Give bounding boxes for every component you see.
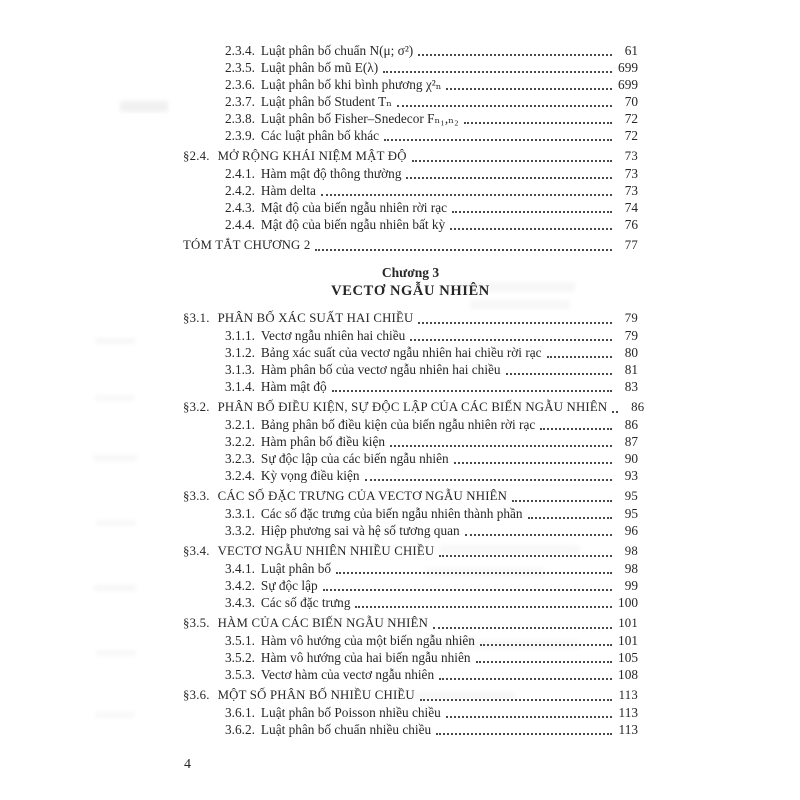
dot-leader bbox=[384, 139, 612, 141]
entry-label: Hàm phân bố điều kiện bbox=[260, 434, 385, 449]
dot-leader bbox=[323, 589, 612, 591]
entry-page: 113 bbox=[618, 688, 638, 702]
entry-page: 99 bbox=[624, 578, 638, 593]
entry-number: 3.4.2. bbox=[225, 578, 255, 593]
entry-label: Luật phân bố mũ E(λ) bbox=[260, 60, 379, 75]
entry-page: 113 bbox=[618, 705, 638, 720]
toc-entry bbox=[183, 110, 638, 127]
bleed-through-smudge bbox=[95, 712, 135, 718]
entry-page: 95 bbox=[624, 489, 638, 503]
entry-number: 2.4.1. bbox=[225, 166, 255, 181]
entry-page: 96 bbox=[624, 523, 638, 538]
bleed-through-smudge bbox=[96, 650, 136, 656]
entry-page: 86 bbox=[624, 417, 638, 432]
entry-label: Luật phân bố Poisson nhiều chiều bbox=[260, 705, 441, 720]
toc-entry bbox=[183, 687, 638, 704]
entry-page: 72 bbox=[624, 111, 638, 126]
toc-content bbox=[183, 42, 645, 738]
bleed-through-smudge bbox=[93, 455, 137, 461]
entry-page: 74 bbox=[624, 200, 638, 215]
entry-number: §3.5. bbox=[183, 616, 210, 630]
dot-leader bbox=[315, 249, 612, 251]
page-number: 4 bbox=[184, 757, 191, 772]
entry-number: 3.5.2. bbox=[225, 650, 255, 665]
entry-label: Vectơ ngẫu nhiên hai chiều bbox=[260, 328, 406, 343]
entry-number: 2.3.7. bbox=[225, 94, 255, 109]
dot-leader bbox=[412, 160, 612, 162]
entry-label: Luật phân bố Student Tₙ bbox=[260, 94, 392, 109]
chapter-heading bbox=[183, 264, 638, 301]
entry-number: 3.1.4. bbox=[225, 379, 255, 394]
entry-number: 3.4.1. bbox=[225, 561, 255, 576]
toc-entry bbox=[183, 182, 638, 199]
entry-page: 98 bbox=[624, 561, 638, 576]
entry-page: 101 bbox=[618, 616, 638, 630]
toc-entry bbox=[183, 76, 638, 93]
bleed-through-smudge bbox=[120, 101, 168, 112]
entry-page: 77 bbox=[624, 238, 638, 252]
entry-page: 113 bbox=[618, 722, 638, 737]
toc-entry bbox=[183, 165, 638, 182]
entry-number: §3.4. bbox=[183, 544, 210, 558]
toc-entry bbox=[183, 577, 638, 594]
entry-label: TÓM TẮT CHƯƠNG 2 bbox=[183, 238, 311, 252]
entry-page: 76 bbox=[624, 217, 638, 232]
entry-page: 699 bbox=[618, 60, 638, 75]
entry-label: Hàm mật độ bbox=[260, 379, 327, 394]
dot-leader bbox=[612, 411, 618, 413]
bleed-through-smudge bbox=[95, 338, 135, 344]
dot-leader bbox=[355, 606, 612, 608]
entry-page: 100 bbox=[618, 595, 638, 610]
entry-label: MỞ RỘNG KHÁI NIỆM MẬT ĐỘ bbox=[217, 149, 407, 163]
entry-number: 2.4.2. bbox=[225, 183, 255, 198]
dot-leader bbox=[332, 390, 612, 392]
toc-entry bbox=[183, 433, 638, 450]
entry-label: Hiệp phương sai và hệ số tương quan bbox=[260, 523, 460, 538]
entry-label: Luật phân bố Fisher–Snedecor Fₙ₁,ₙ₂ bbox=[260, 111, 459, 126]
toc-entry bbox=[183, 416, 638, 433]
entry-page: 70 bbox=[624, 94, 638, 109]
dot-leader bbox=[452, 211, 612, 213]
bleed-through-smudge bbox=[95, 395, 135, 401]
entry-label: Hàm vô hướng của một biến ngẫu nhiên bbox=[260, 633, 475, 648]
toc-entry bbox=[183, 522, 638, 539]
entry-page: 72 bbox=[624, 128, 638, 143]
entry-label: Các số đặc trưng của biến ngẫu nhiên thành phần bbox=[260, 506, 523, 521]
dot-leader bbox=[439, 555, 612, 557]
dot-leader bbox=[547, 356, 612, 358]
dot-leader bbox=[383, 71, 612, 73]
dot-leader bbox=[406, 177, 612, 179]
toc-entry bbox=[183, 310, 638, 327]
entry-label: Hàm vô hướng của hai biến ngẫu nhiên bbox=[260, 650, 471, 665]
entry-label: Hàm phân bố của vectơ ngẫu nhiên hai chiều bbox=[260, 362, 501, 377]
entry-page: 80 bbox=[624, 345, 638, 360]
entry-number: 3.4.3. bbox=[225, 595, 255, 610]
dot-leader bbox=[464, 122, 612, 124]
page-footer bbox=[184, 756, 191, 774]
entry-page: 93 bbox=[624, 468, 638, 483]
entry-page: 699 bbox=[618, 77, 638, 92]
entry-number: 3.6.2. bbox=[225, 722, 255, 737]
entry-number: 3.2.1. bbox=[225, 417, 255, 432]
entry-label: PHÂN BỐ ĐIỀU KIỆN, SỰ ĐỘC LẬP CỦA CÁC BIẾN NGẪU NHIÊN bbox=[217, 400, 608, 414]
entry-number: 2.3.6. bbox=[225, 77, 255, 92]
entry-page: 73 bbox=[624, 166, 638, 181]
entry-label: Mật độ của biến ngẫu nhiên rời rạc bbox=[260, 200, 448, 215]
entry-label: Luật phân bố bbox=[260, 561, 332, 576]
dot-leader bbox=[418, 322, 612, 324]
toc-entry bbox=[183, 199, 638, 216]
toc-entry bbox=[183, 399, 645, 416]
entry-label: VECTƠ NGẪU NHIÊN NHIỀU CHIỀU bbox=[217, 544, 435, 558]
entry-label: CÁC SỐ ĐẶC TRƯNG CỦA VECTƠ NGẪU NHIÊN bbox=[217, 489, 508, 503]
dot-leader bbox=[480, 644, 612, 646]
entry-number: 3.6.1. bbox=[225, 705, 255, 720]
entry-number: 3.2.3. bbox=[225, 451, 255, 466]
entry-label: Hàm mật độ thông thường bbox=[260, 166, 402, 181]
entry-number: 2.3.4. bbox=[225, 43, 255, 58]
entry-page: 81 bbox=[624, 362, 638, 377]
entry-label: Kỳ vọng điều kiện bbox=[260, 468, 360, 483]
entry-label: Sự độc lập của các biến ngẫu nhiên bbox=[260, 451, 449, 466]
entry-page: 98 bbox=[624, 544, 638, 558]
toc-entry bbox=[183, 467, 638, 484]
dot-leader bbox=[540, 428, 612, 430]
toc-entry bbox=[183, 216, 638, 233]
entry-number: 2.3.8. bbox=[225, 111, 255, 126]
toc-entry bbox=[183, 378, 638, 395]
entry-number: 3.1.1. bbox=[225, 328, 255, 343]
entry-page: 61 bbox=[624, 43, 638, 58]
toc-entry bbox=[183, 148, 638, 165]
dot-leader bbox=[476, 661, 613, 663]
toc-entry bbox=[183, 327, 638, 344]
toc-list bbox=[183, 42, 645, 738]
dot-leader bbox=[397, 105, 612, 107]
entry-label: Luật phân bố khi bình phương χ²ₙ bbox=[260, 77, 442, 92]
dot-leader bbox=[410, 339, 612, 341]
entry-label: Các luật phân bố khác bbox=[260, 128, 380, 143]
toc-entry bbox=[183, 543, 638, 560]
entry-number: 2.4.4. bbox=[225, 217, 255, 232]
entry-page: 79 bbox=[624, 328, 638, 343]
dot-leader bbox=[436, 733, 612, 735]
toc-entry bbox=[183, 704, 638, 721]
entry-number: §3.3. bbox=[183, 489, 210, 503]
entry-label: Luật phân bố chuẩn N(μ; σ²) bbox=[260, 43, 414, 58]
chapter-title: VECTƠ NGẪU NHIÊN bbox=[331, 283, 490, 299]
bleed-through-smudge bbox=[94, 585, 136, 591]
toc-entry bbox=[183, 450, 638, 467]
toc-entry bbox=[183, 237, 638, 254]
toc-entry bbox=[183, 361, 638, 378]
entry-page: 90 bbox=[624, 451, 638, 466]
entry-number: 2.3.5. bbox=[225, 60, 255, 75]
toc-entry bbox=[183, 59, 638, 76]
bleed-through-smudge bbox=[96, 520, 136, 526]
dot-leader bbox=[433, 627, 612, 629]
dot-leader bbox=[336, 572, 612, 574]
entry-label: Bảng phân bố điều kiện của biến ngẫu nhiên rời rạc bbox=[260, 417, 536, 432]
entry-label: Vectơ hàm của vectơ ngẫu nhiên bbox=[260, 667, 435, 682]
entry-number: 2.4.3. bbox=[225, 200, 255, 215]
entry-number: 3.1.2. bbox=[225, 345, 255, 360]
entry-page: 73 bbox=[624, 183, 638, 198]
entry-number: §3.2. bbox=[183, 400, 210, 414]
entry-label: Mật độ của biến ngẫu nhiên bất kỳ bbox=[260, 217, 446, 232]
entry-number: 3.3.2. bbox=[225, 523, 255, 538]
entry-page: 108 bbox=[618, 667, 638, 682]
entry-number: §2.4. bbox=[183, 149, 210, 163]
toc-entry bbox=[183, 594, 638, 611]
toc-entry bbox=[183, 93, 638, 110]
dot-leader bbox=[446, 88, 612, 90]
dot-leader bbox=[446, 716, 612, 718]
toc-entry bbox=[183, 649, 638, 666]
entry-page: 83 bbox=[624, 379, 638, 394]
toc-entry bbox=[183, 666, 638, 683]
dot-leader bbox=[450, 228, 612, 230]
toc-entry bbox=[183, 488, 638, 505]
entry-number: §3.6. bbox=[183, 688, 210, 702]
entry-number: 3.2.2. bbox=[225, 434, 255, 449]
toc-entry bbox=[183, 560, 638, 577]
entry-label: Hàm delta bbox=[260, 183, 316, 198]
entry-label: Luật phân bố chuẩn nhiều chiều bbox=[260, 722, 432, 737]
toc-entry bbox=[183, 505, 638, 522]
entry-page: 105 bbox=[618, 650, 638, 665]
dot-leader bbox=[528, 517, 612, 519]
toc-entry bbox=[183, 42, 638, 59]
entry-number: 3.1.3. bbox=[225, 362, 255, 377]
entry-label: PHÂN BỐ XÁC SUẤT HAI CHIỀU bbox=[217, 311, 414, 325]
entry-number: 3.2.4. bbox=[225, 468, 255, 483]
entry-number: 3.5.3. bbox=[225, 667, 255, 682]
entry-label: HÀM CỦA CÁC BIẾN NGẪU NHIÊN bbox=[217, 616, 429, 630]
entry-number: §3.1. bbox=[183, 311, 210, 325]
entry-label: Bảng xác suất của vectơ ngẫu nhiên hai chiều rời rạc bbox=[260, 345, 542, 360]
dot-leader bbox=[465, 534, 612, 536]
dot-leader bbox=[439, 678, 612, 680]
entry-label: Các số đặc trưng bbox=[260, 595, 351, 610]
dot-leader bbox=[420, 699, 612, 701]
entry-page: 73 bbox=[624, 149, 638, 163]
dot-leader bbox=[418, 54, 612, 56]
entry-page: 86 bbox=[631, 400, 645, 414]
entry-page: 101 bbox=[618, 633, 638, 648]
toc-entry bbox=[183, 632, 638, 649]
entry-label: MỘT SỐ PHÂN BỐ NHIỀU CHIỀU bbox=[217, 688, 415, 702]
toc-entry bbox=[183, 615, 638, 632]
entry-number: 3.3.1. bbox=[225, 506, 255, 521]
dot-leader bbox=[390, 445, 612, 447]
dot-leader bbox=[512, 500, 612, 502]
entry-label: Sự độc lập bbox=[260, 578, 318, 593]
entry-page: 95 bbox=[624, 506, 638, 521]
entry-page: 87 bbox=[624, 434, 638, 449]
chapter-kicker: Chương 3 bbox=[381, 265, 440, 280]
dot-leader bbox=[506, 373, 612, 375]
toc-entry bbox=[183, 127, 638, 144]
dot-leader bbox=[365, 479, 612, 481]
toc-entry bbox=[183, 721, 638, 738]
entry-page: 79 bbox=[624, 311, 638, 325]
dot-leader bbox=[454, 462, 612, 464]
entry-number: 3.5.1. bbox=[225, 633, 255, 648]
dot-leader bbox=[321, 194, 612, 196]
entry-number: 2.3.9. bbox=[225, 128, 255, 143]
toc-entry bbox=[183, 344, 638, 361]
